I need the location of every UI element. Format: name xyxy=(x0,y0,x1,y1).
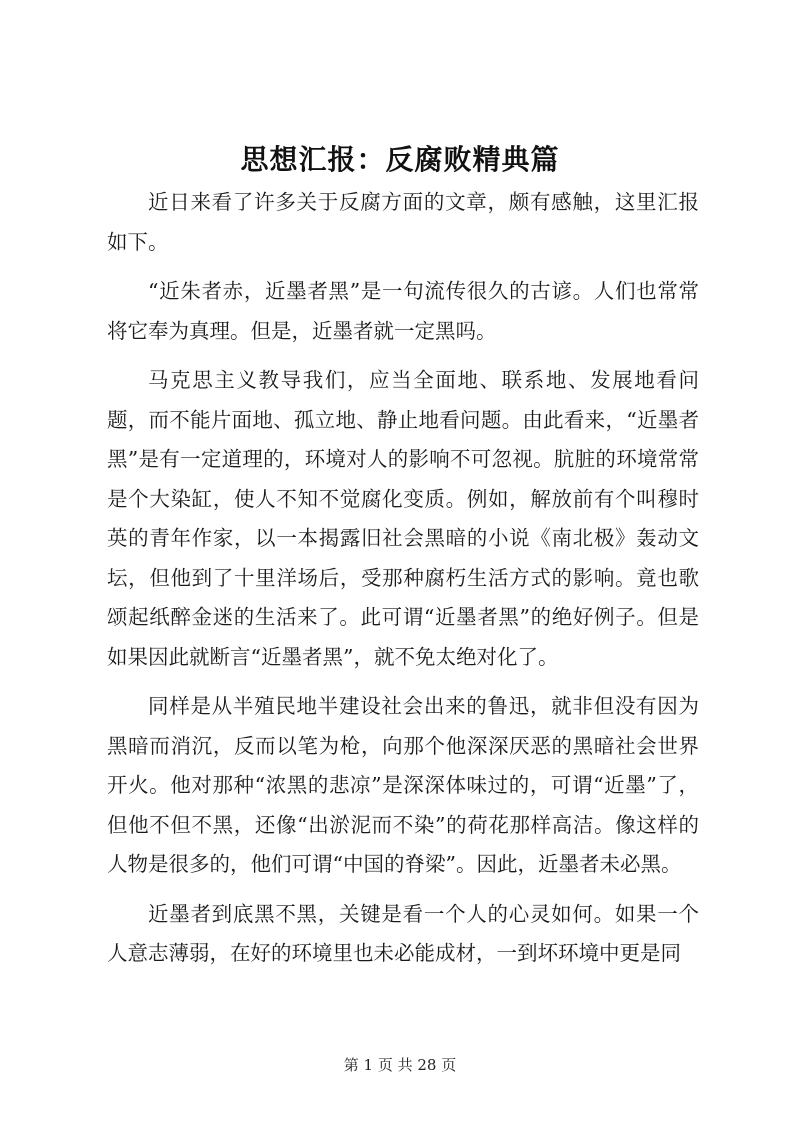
paragraph-intro: 近日来看了许多关于反腐方面的文章，颇有感触，这里汇报如下。 xyxy=(107,190,699,254)
paragraph-marxism: 马克思主义教导我们，应当全面地、联系地、发展地看问题，而不能片面地、孤立地、静止地看问题。由此看来，“近墨者黑”是有一定道理的，环境对人的影响不可忽视。肮脏的环境常常是个大染缸，使人不知不觉腐化变质。例如，解放前有个叫穆时英的青年作家，以一本揭露旧社会黑暗的小说《南北极》轰动文坛，但他到了十里洋场后，受那种腐朽生活方式的影响。竟也歌颂起纸醉金迷的生活来了。此可谓“近墨者黑”的绝好例子。但是如果因此就断言“近墨者黑”，就不免太绝对化了。 xyxy=(107,368,699,669)
paragraph-luxun: 同样是从半殖民地半建设社会出来的鲁迅，就非但没有因为黑暗而消沉，反而以笔为枪，向那个他深深厌恶的黑暗社会世界开火。他对那种“浓黑的悲凉”是深深体味过的，可谓“近墨”了，但他不但不黑，还像“出淤泥而不染”的荷花那样高洁。像这样的人物是很多的，他们可谓“中国的脊梁”。因此，近墨者未必黑。 xyxy=(107,694,699,876)
paragraph-key-point: 近墨者到底黑不黑，关键是看一个人的心灵如何。如果一个人意志薄弱，在好的环境里也未必能成材，一到坏环境中更是同 xyxy=(107,901,699,965)
document-title: 思想汇报：反腐败精典篇 xyxy=(240,143,560,176)
document-body xyxy=(107,183,699,984)
page-number-footer: 第 1 页 共 28 页 xyxy=(343,1056,457,1074)
paragraph-proverb: “近朱者赤，近墨者黑”是一句流传很久的古谚。人们也常常将它奉为真理。但是，近墨者就一定黑吗。 xyxy=(107,279,699,343)
